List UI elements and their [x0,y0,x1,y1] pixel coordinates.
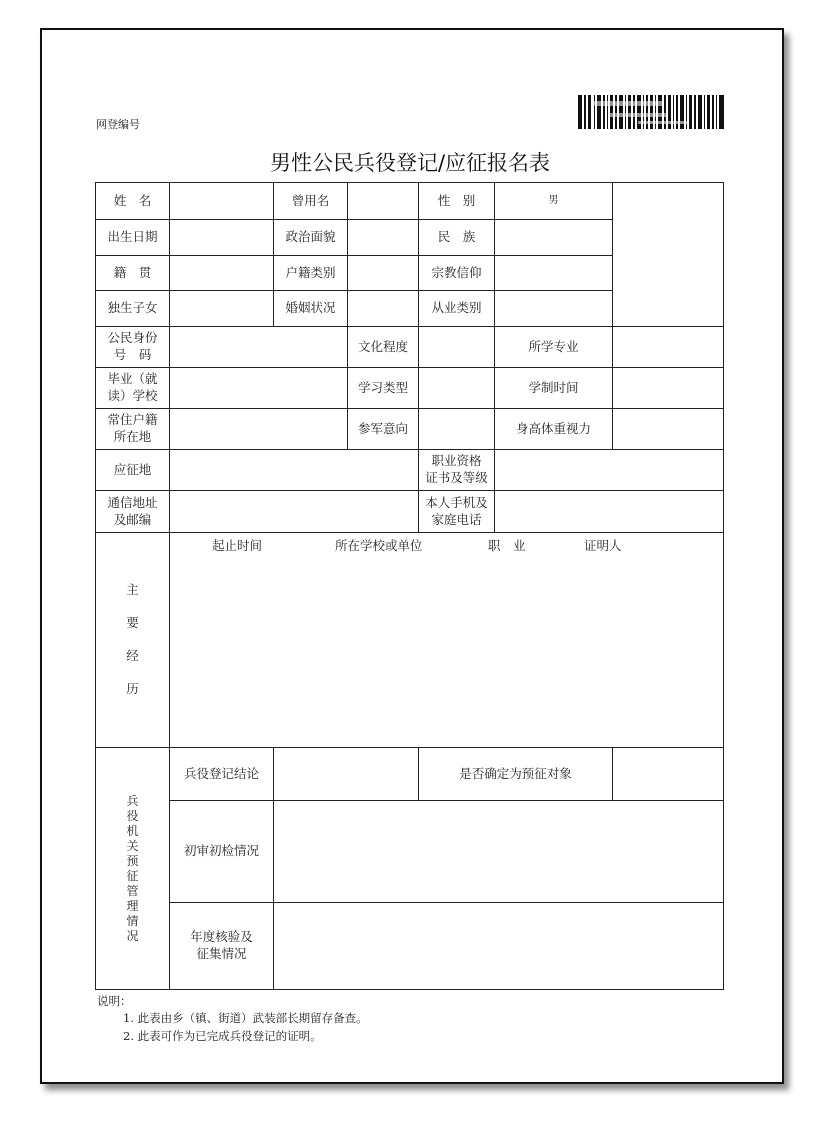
political-status-field[interactable] [347,219,419,256]
experience-header-occupation: 职 业 [488,538,526,553]
gender-label: 性 别 [418,182,495,220]
study-length-field[interactable] [612,367,724,409]
native-place-label: 籍 贯 [95,255,170,291]
form-title: 男性公民兵役登记/应征报名表 [269,151,551,175]
note-item-2: 2. 此表可作为已完成兵役登记的证明。 [123,1028,322,1043]
photo-area[interactable] [612,182,724,327]
study-length-label: 学制时间 [494,367,613,409]
residence-label: 常住户籍 所在地 [95,408,170,450]
registration-number-label: 网登编号 [96,118,140,131]
id-number-label: 公民身份 号 码 [95,326,170,368]
school-field[interactable] [169,367,348,409]
registration-conclusion-label: 兵役登记结论 [169,747,274,801]
phone-field[interactable] [494,490,724,533]
notes [97,993,368,1045]
id-number-field[interactable] [169,326,348,368]
registration-conclusion-field[interactable] [273,747,419,801]
household-type-label: 户籍类别 [273,255,348,291]
gender-value[interactable]: 男 [494,182,613,220]
birth-date-label: 出生日期 [95,219,170,256]
experience-header-unit: 所在学校或单位 [335,538,423,553]
experience-side-label: 主 要 经 历 [95,532,170,748]
major-field[interactable] [612,326,724,368]
conscription-place-field[interactable] [169,449,419,491]
experience-header-reference: 证明人 [584,538,622,553]
former-name-field[interactable] [347,182,419,220]
residence-field[interactable] [169,408,348,450]
name-field[interactable] [169,182,274,220]
address-label: 通信地址 及邮编 [95,490,170,533]
management-side-label: 兵 役 机 关 预 征 管 理 情 况 [95,747,170,990]
occupation-type-field[interactable] [494,290,613,327]
annual-check-label: 年度核验及 征集情况 [169,902,274,990]
religion-field[interactable] [494,255,613,291]
barcode-image [578,95,724,129]
conscription-place-label: 应征地 [95,449,170,491]
native-place-field[interactable] [169,255,274,291]
initial-check-label: 初审初检情况 [169,800,274,903]
ethnicity-label: 民 族 [418,219,495,256]
pre-enlist-target-field[interactable] [612,747,724,801]
pre-enlist-target-label: 是否确定为预征对象 [418,747,613,801]
study-type-label: 学习类型 [347,367,419,409]
enlist-intent-label: 参军意向 [347,408,419,450]
study-type-field[interactable] [418,367,495,409]
household-type-field[interactable] [347,255,419,291]
marital-status-field[interactable] [347,290,419,327]
experience-header-period: 起止时间 [212,538,263,553]
experience-area[interactable] [169,532,724,748]
notes-heading: 说明： [97,994,132,1008]
enlist-intent-field[interactable] [418,408,495,450]
initial-check-field[interactable] [273,800,724,903]
occupation-type-label: 从业类别 [418,290,495,327]
major-label: 所学专业 [494,326,613,368]
phone-label: 本人手机及 家庭电话 [418,490,495,533]
note-item-1: 1. 此表由乡（镇、街道）武装部长期留存备查。 [123,1011,368,1026]
name-label: 姓 名 [95,182,170,220]
address-field[interactable] [169,490,419,533]
education-label: 文化程度 [347,326,419,368]
certificate-field[interactable] [494,449,724,491]
marital-status-label: 婚姻状况 [273,290,348,327]
political-status-label: 政治面貌 [273,219,348,256]
only-child-field[interactable] [169,290,274,327]
body-measure-field[interactable] [612,408,724,450]
only-child-label: 独生子女 [95,290,170,327]
certificate-label: 职业资格 证书及等级 [418,449,495,491]
birth-date-field[interactable] [169,219,274,256]
school-label: 毕业（就 读）学校 [95,367,170,409]
religion-label: 宗教信仰 [418,255,495,291]
education-field[interactable] [418,326,495,368]
annual-check-field[interactable] [273,902,724,990]
former-name-label: 曾用名 [273,182,348,220]
body-measure-label: 身高体重视力 [494,408,613,450]
ethnicity-field[interactable] [494,219,613,256]
